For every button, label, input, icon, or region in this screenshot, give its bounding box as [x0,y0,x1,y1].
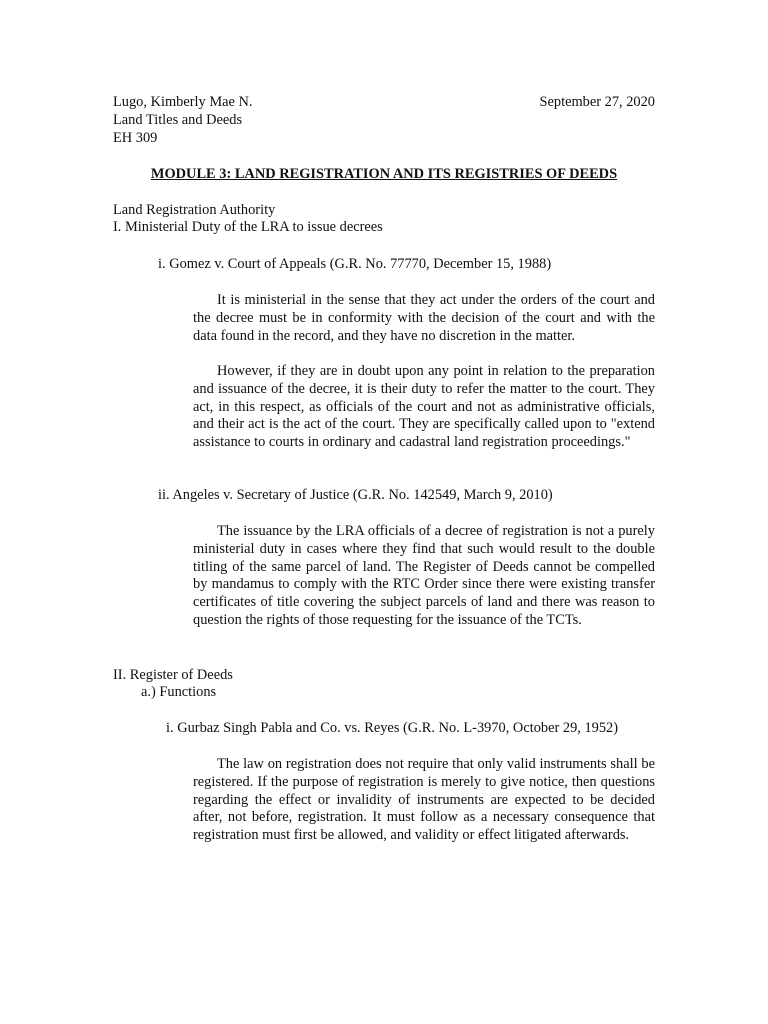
paragraph-angeles-1 [193,523,655,630]
heading-ministerial-duty: I. Ministerial Duty of the LRA to issue decrees [113,219,383,235]
document-date: September 27, 2020 [539,94,655,110]
author-name: Lugo, Kimberly Mae N. [113,94,253,110]
paragraph-gomez-1 [193,292,655,345]
paragraph-gomez-2 [193,363,655,452]
paragraph-gurbaz-1 [193,756,655,845]
header-block [113,94,413,147]
case-heading-gomez: i. Gomez v. Court of Appeals (G.R. No. 77770, December 15, 1988) [158,256,552,272]
case-heading-angeles: ii. Angeles v. Secretary of Justice (G.R. No. 142549, March 9, 2010) [158,487,553,503]
section-lra: Land Registration Authority [113,202,276,218]
module-title: MODULE 3: LAND REGISTRATION AND ITS REGISTRIES OF DEEDS [150,166,618,182]
paragraph-text: The issuance by the LRA officials of a decree of registration is not a purely ministerial duty in cases where they find that such would result to the double titling of the same parcel of land. The Register of Deeds cannot be compelled by mandamus to comply with the RTC Order since there were existing transfer certificates of title covering the subject parcels of land and there was reason to question the rights of those requesting for the issuance of the TCTs. [193,523,655,628]
subheading-functions: a.) Functions [141,684,217,700]
heading-register-of-deeds: II. Register of Deeds [113,667,233,683]
course-name: Land Titles and Deeds [113,111,243,128]
course-code: EH 309 [113,129,158,146]
paragraph-text: The law on registration does not require that only valid instruments shall be registered. If the purpose of registration is merely to give notice, then questions regarding the effect or invalidity of instruments are expected to be decided after, not before, registration. It must follow as a necessary consequence that registration must first be allowed, and validity or effect litigated afterwards. [193,756,655,844]
paragraph-text: However, if they are in doubt upon any point in relation to the preparation and issuance of the decree, it is their duty to refer the matter to the court. They act, in this respect, as officials of the court and not as administrative officials, and their act is the act of the court. They are specifically called upon to "extend assistance to courts in ordinary and cadastral land registration proceedings." [193,363,655,451]
case-heading-gurbaz: i. Gurbaz Singh Pabla and Co. vs. Reyes (G.R. No. L-3970, October 29, 1952) [166,720,619,736]
paragraph-text: It is ministerial in the sense that they act under the orders of the court and the decree must be in conformity with the decision of the court and with the data found in the record, and they have no discretion in the matter. [193,292,655,344]
